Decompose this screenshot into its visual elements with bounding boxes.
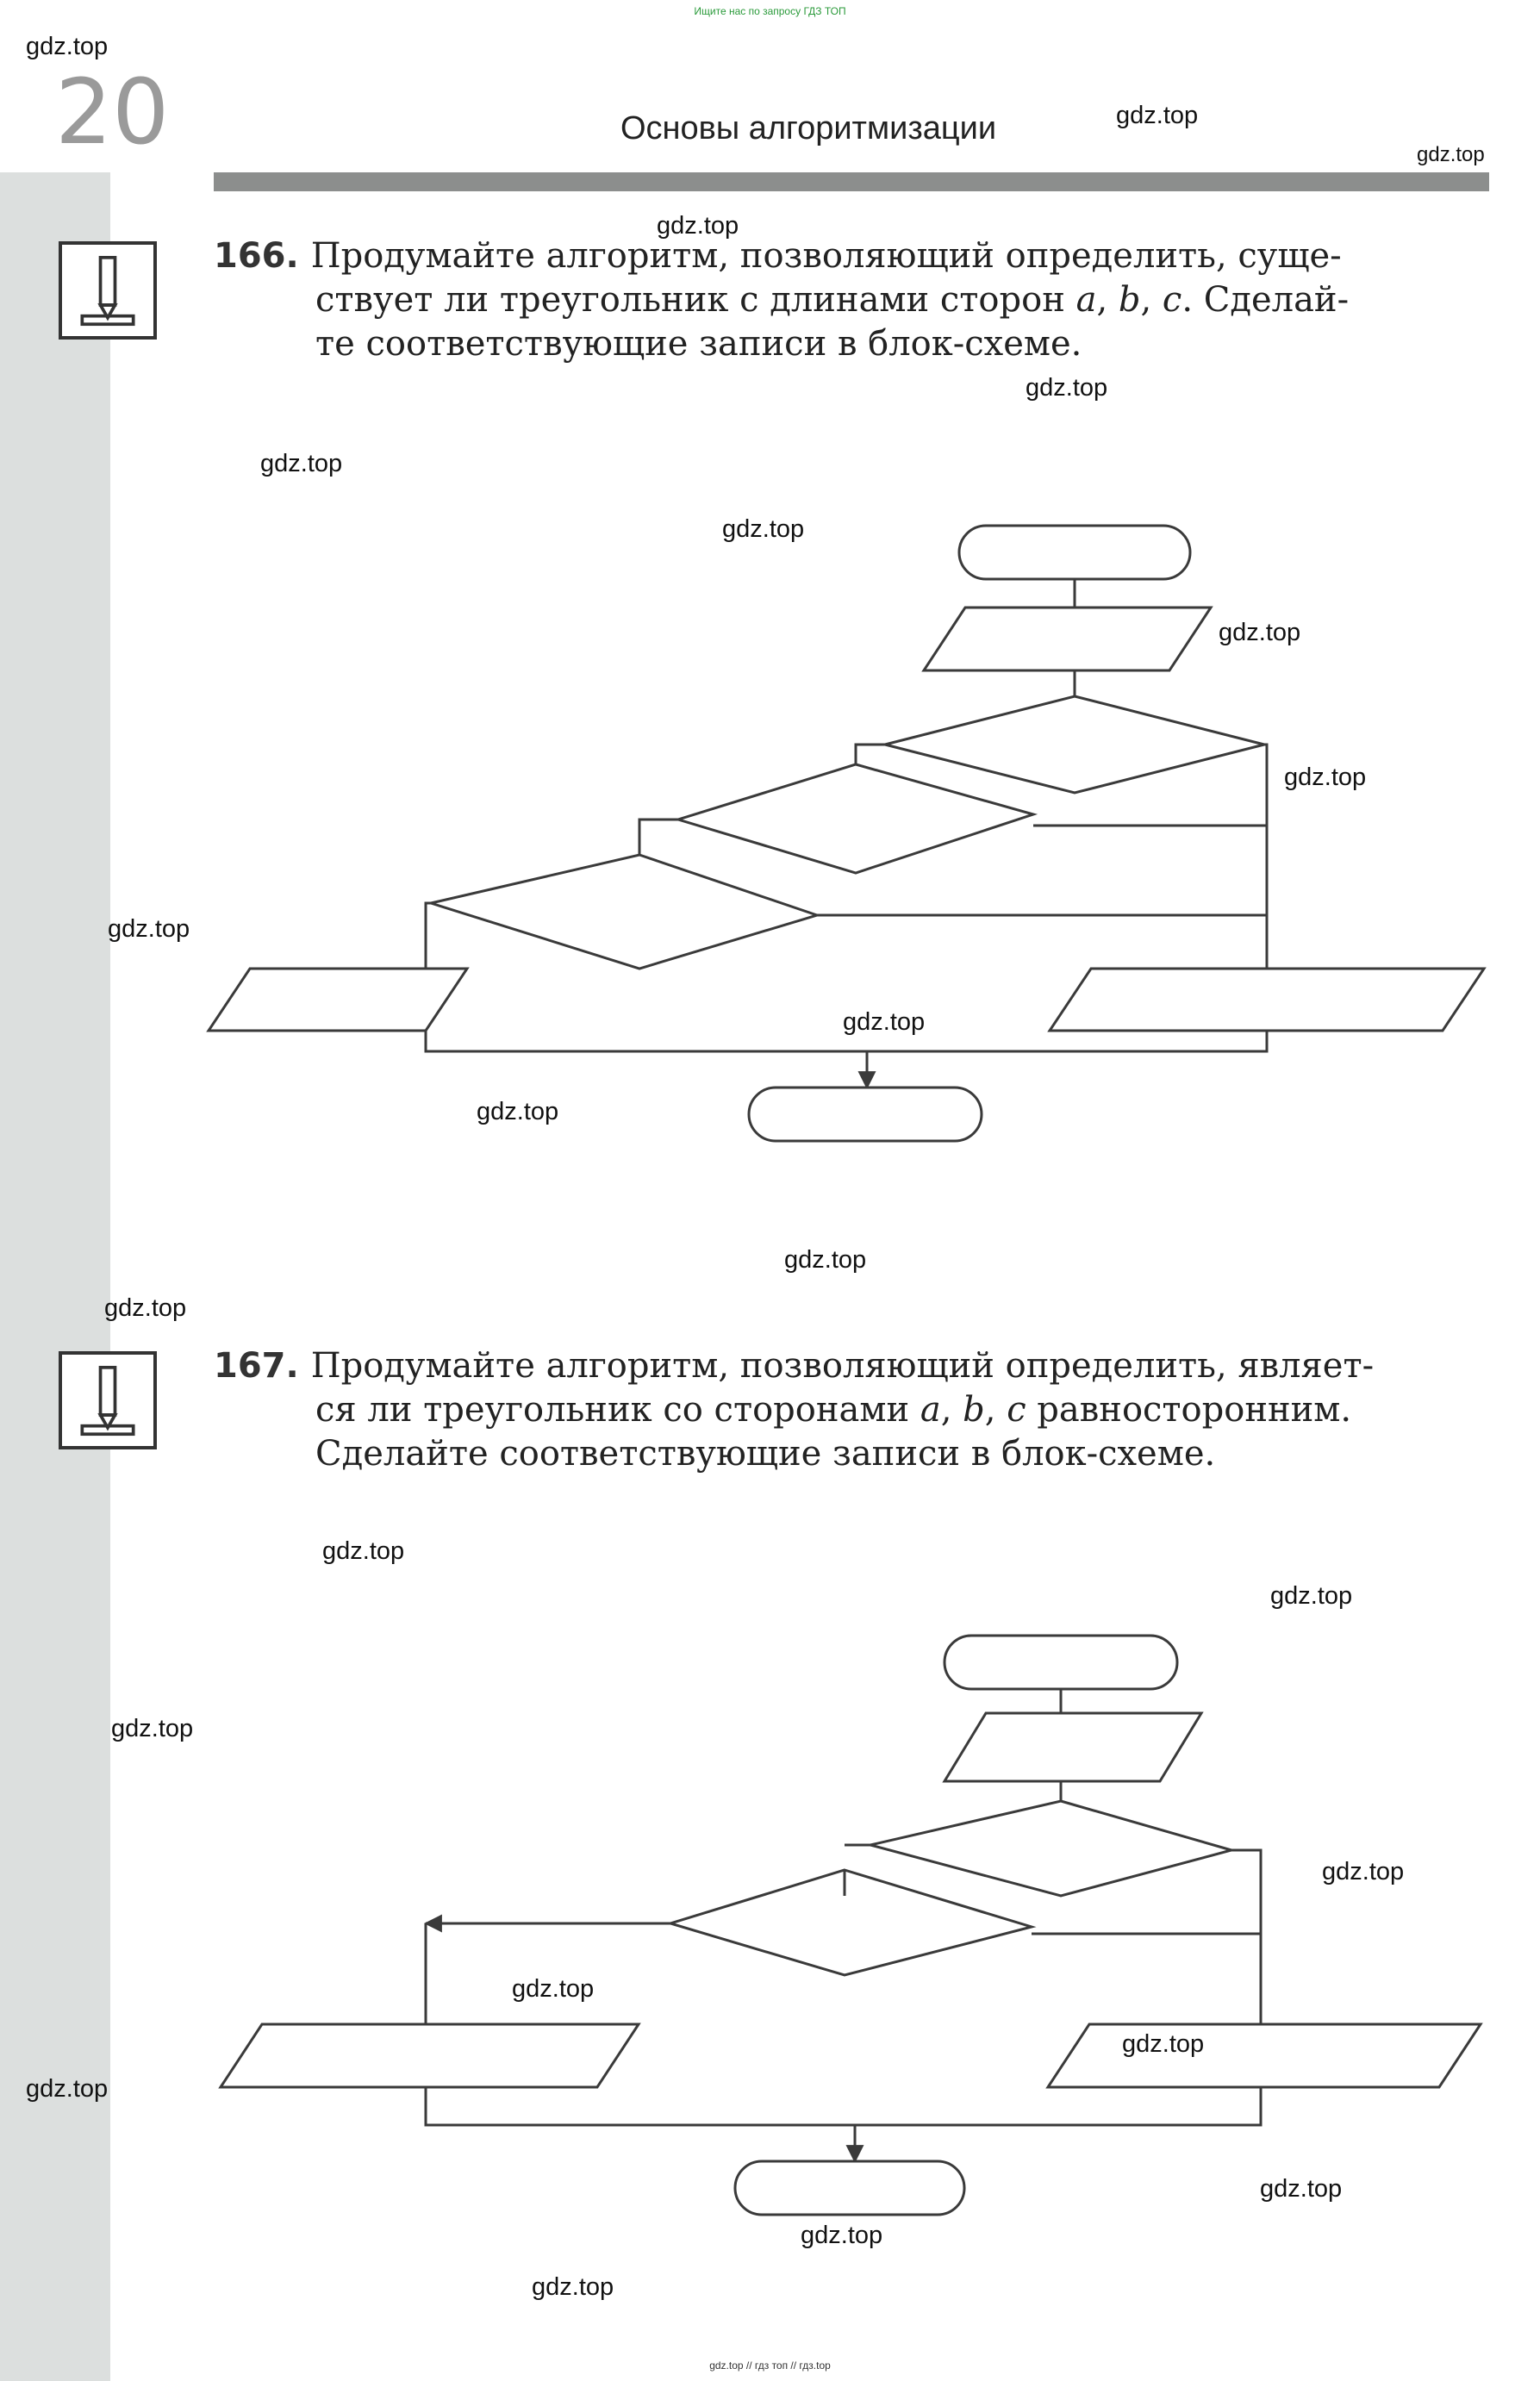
task-number: 167.: [214, 1346, 299, 1386]
watermark: gdz.top: [1116, 102, 1199, 129]
task-text-line: ся ли треугольник со сторонами: [315, 1390, 920, 1430]
watermark: gdz.top: [322, 1537, 405, 1565]
watermark: gdz.top: [1284, 764, 1367, 791]
watermark: gdz.top: [784, 1246, 867, 1274]
flowchart-167: [221, 1636, 1481, 2215]
task-text-line: равносторонним.: [1026, 1390, 1352, 1430]
input-block: [945, 1713, 1201, 1781]
decision-3: [431, 855, 817, 969]
separator: ,: [940, 1390, 963, 1430]
decision-1: [870, 1801, 1231, 1896]
watermark: gdz.top: [1219, 619, 1301, 646]
end-terminator: [735, 2161, 964, 2215]
watermark: gdz.top: [843, 1008, 926, 1036]
watermark: gdz.top: [1270, 1582, 1353, 1610]
separator: ,: [1140, 280, 1163, 320]
watermark: gdz.top: [108, 915, 190, 943]
page-number: 20: [55, 59, 170, 165]
watermark: gdz.top: [1122, 2030, 1205, 2058]
watermark: gdz.top: [801, 2222, 883, 2249]
variable-b: b: [1118, 280, 1141, 320]
variable-c: c: [1162, 280, 1182, 320]
output-no: [221, 2024, 639, 2087]
task-text-line: ствует ли треугольник с длинами сторон: [315, 280, 1076, 320]
watermark: gdz.top: [657, 212, 739, 240]
input-block: [924, 608, 1211, 670]
watermark: gdz.top: [104, 1294, 187, 1322]
watermark: gdz.top: [260, 450, 343, 477]
watermark: gdz.top: [1026, 374, 1108, 402]
watermark: gdz.top: [26, 2075, 109, 2103]
output-yes: [1048, 2024, 1481, 2087]
variable-a: a: [1076, 280, 1097, 320]
variable-c: c: [1007, 1390, 1026, 1430]
task-text-line: Продумайте алгоритм, позволяющий определить, суще-: [310, 236, 1342, 276]
output-yes: [1050, 969, 1484, 1031]
watermark: gdz.top: [1417, 143, 1485, 166]
variable-b: b: [963, 1390, 985, 1430]
watermark: gdz.top: [26, 33, 109, 60]
separator: ,: [1096, 280, 1119, 320]
watermark: gdz.top: [532, 2273, 614, 2301]
output-no: [209, 969, 467, 1031]
separator: ,: [984, 1390, 1007, 1430]
decision-2: [678, 764, 1033, 873]
end-terminator: [749, 1088, 982, 1141]
task-number: 166.: [214, 236, 299, 276]
top-search-note: Ищите нас по запросу ГДЗ ТОП: [694, 5, 846, 17]
task-text-line: . Сделай-: [1181, 280, 1350, 320]
watermark: gdz.top: [1260, 2175, 1343, 2203]
section-title: Основы алгоритмизации: [620, 110, 997, 146]
decision-2: [670, 1870, 1032, 1975]
watermark: gdz.top: [1322, 1858, 1405, 1885]
footer-note: gdz.top // гдз топ // гдз.top: [709, 2359, 831, 2372]
start-terminator: [945, 1636, 1177, 1689]
watermark: gdz.top: [722, 515, 805, 543]
task-text-line: Продумайте алгоритм, позволяющий определить, являет-: [310, 1346, 1375, 1386]
decision-1: [885, 696, 1264, 793]
watermark: gdz.top: [111, 1715, 194, 1742]
variable-a: a: [920, 1390, 941, 1430]
watermark: gdz.top: [477, 1098, 559, 1125]
start-terminator: [959, 526, 1190, 579]
task-text-line: те соответствующие записи в блок-схеме.: [315, 324, 1082, 364]
watermark: gdz.top: [512, 1975, 595, 2003]
task-text-line: Сделайте соответствующие записи в блок-схеме.: [315, 1434, 1216, 1474]
